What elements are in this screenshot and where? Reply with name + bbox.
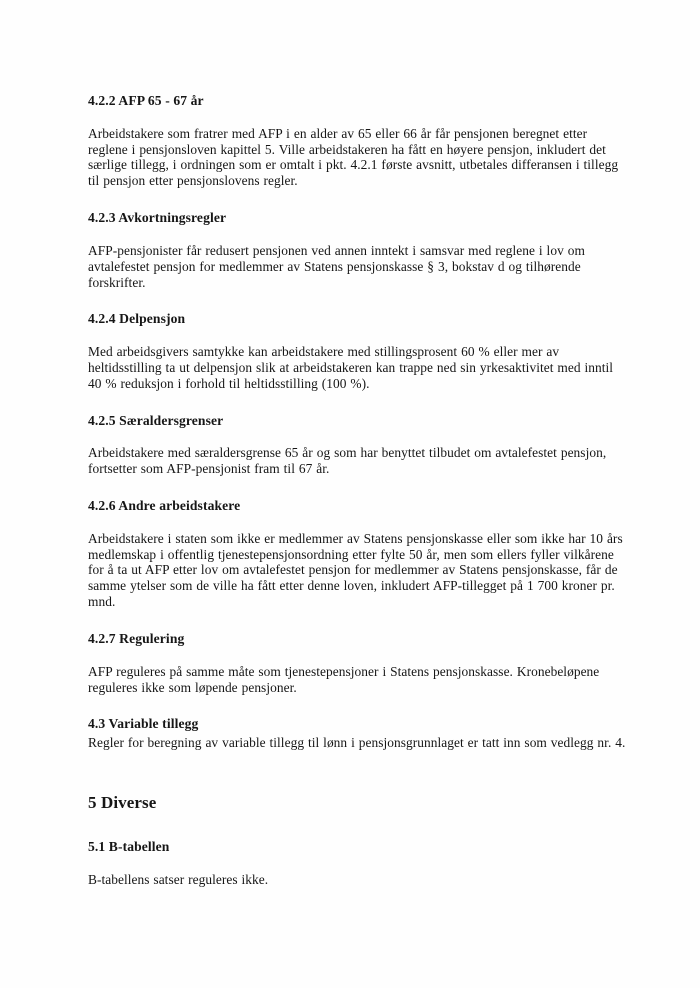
- document-content: [88, 93, 628, 887]
- section-heading-afp-65-67: 4.2.2 AFP 65 - 67 år: [88, 93, 204, 108]
- section-heading-b-tabellen: 5.1 B-tabellen: [88, 838, 170, 854]
- section-4-2-4: [88, 311, 628, 391]
- section-4-2-3: [88, 210, 628, 290]
- section-4-2-2: [88, 93, 628, 189]
- section-paragraph: AFP reguleres på samme måte som tjenestepensjoner i Statens pensjonskasse. Kronebeløpene reguleres ikke som løpende pensjoner.: [88, 663, 600, 695]
- section-paragraph: Arbeidstakere som fratrer med AFP i en alder av 65 eller 66 år får pensjonen beregnet etter reglene i pensjonsloven kapittel 5. Ville arbeidstakeren ha fått en høyere pensjon, inkludert det særlige tillegg, i ordningen som er omtalt i pkt. 4.2.1 første avsnitt, utbetales differansen i tillegg til pensjon etter pensjonslovens regler.: [88, 125, 619, 189]
- section-4-2-6: [88, 498, 628, 610]
- section-5-1: [88, 839, 628, 888]
- section-5-diverse: [88, 793, 628, 813]
- chapter-heading-diverse: 5 Diverse: [88, 792, 157, 812]
- section-paragraph: Regler for beregning av variable tillegg til lønn i pensjonsgrunnlaget er tatt inn som vedlegg nr. 4.: [88, 735, 626, 750]
- section-paragraph: Arbeidstakere med særaldersgrense 65 år og som har benyttet tilbudet om avtalefestet pensjon, fortsetter som AFP-pensjonist fram til 67 år.: [88, 445, 607, 477]
- section-heading-andre-arbeidstakere: 4.2.6 Andre arbeidstakere: [88, 498, 241, 513]
- section-heading-variable-tillegg: 4.3 Variable tillegg: [88, 716, 199, 732]
- section-4-2-5: [88, 413, 628, 477]
- section-paragraph: AFP-pensjonister får redusert pensjonen ved annen inntekt i samsvar med reglene i lov om avtalefestet pensjon for medlemmer av Statens pensjonskasse § 3, bokstav d og tilhørende forskrifter.: [88, 242, 585, 290]
- section-4-2-7: [88, 631, 628, 695]
- section-heading-delpensjon: 4.2.4 Delpensjon: [88, 311, 186, 327]
- section-heading-saeraldersgrenser: 4.2.5 Særaldersgrenser: [88, 412, 224, 428]
- section-heading-avkortningsregler: 4.2.3 Avkortningsregler: [88, 210, 227, 226]
- section-heading-regulering: 4.2.7 Regulering: [88, 631, 185, 646]
- section-paragraph: B-tabellens satser reguleres ikke.: [88, 871, 269, 887]
- section-paragraph: Med arbeidsgivers samtykke kan arbeidstakere med stillingsprosent 60 % eller mer av heltidsstilling ta ut delpensjon slik at arbeidstakeren kan trappe ned sin yrkesaktivitet med inntil 40 % reduksjon i forhold til heltidsstilling (100 %).: [88, 344, 614, 391]
- section-4-3: [88, 716, 628, 751]
- section-paragraph: Arbeidstakere i staten som ikke er medlemmer av Statens pensjonskasse eller som ikke har 10 års medlemskap i offentlig tjenestepensjonsordning etter fylte 50 år, men som ellers fyller vilkårene for å ta ut AFP etter lov om avtalefestet pensjon for medlemmer av Statens pensjonskasse, får de samme ytelser som de ville ha fått etter denne loven, inkludert AFP-tillegget på 1 700 kroner pr. mnd.: [88, 530, 623, 610]
